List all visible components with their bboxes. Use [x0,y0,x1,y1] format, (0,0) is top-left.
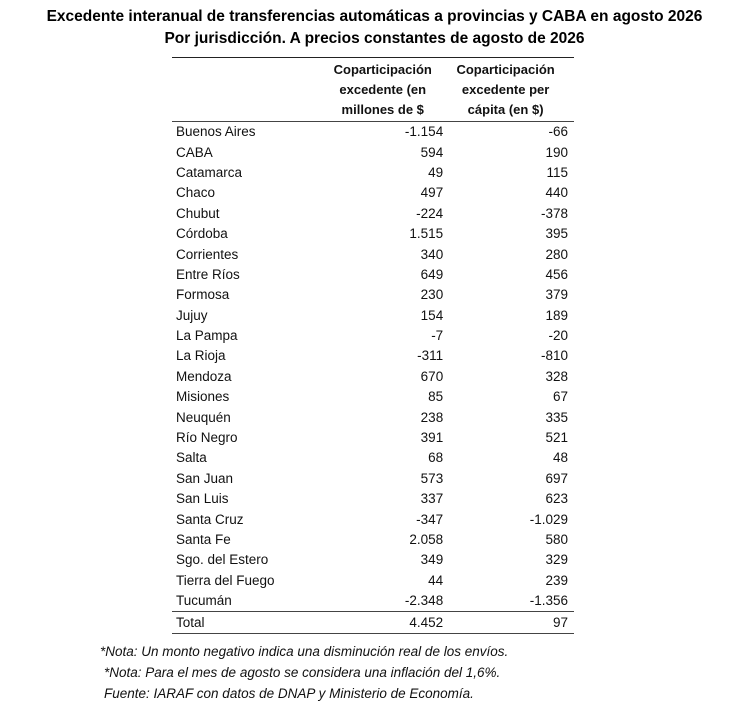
notes-block [100,641,508,704]
row-excedente-per-capita: -66 [548,124,568,140]
row-excedente-per-capita: 697 [545,470,568,486]
row-jurisdiction: Neuquén [176,409,231,425]
row-excedente-millones: 497 [420,185,444,201]
row-excedente-millones: 670 [420,368,444,384]
row-excedente-per-capita: 395 [545,226,568,242]
row-excedente-millones: 649 [420,266,444,282]
row-jurisdiction: Corrientes [176,246,239,262]
row-jurisdiction: Formosa [176,287,230,303]
note-inflation: *Nota: Para el mes de agosto se considera una inflación del 1,6%. [104,665,501,680]
row-excedente-per-capita: 456 [545,266,568,282]
table-row [172,448,574,468]
row-excedente-per-capita: -1.356 [443,591,574,612]
total-excedente-per-capita: 97 [443,612,574,633]
table-row [172,122,574,143]
note-negative: *Nota: Un monto negativo indica una disminución real de los envíos. [100,644,509,659]
source-note: Fuente: IARAF con datos de DNAP y Ministerio de Economía. [104,686,474,701]
row-excedente-millones: 337 [420,491,444,507]
row-excedente-per-capita: 67 [552,389,568,405]
row-jurisdiction: Jujuy [176,307,208,323]
row-excedente-millones: -2.348 [322,591,443,612]
row-excedente-per-capita: 239 [545,572,568,588]
row-excedente-millones: 154 [420,307,444,323]
row-excedente-per-capita: -1.029 [529,511,568,527]
row-excedente-millones: 340 [420,246,444,262]
table-row [172,367,574,387]
row-excedente-millones: 49 [428,164,444,180]
table-row [172,142,574,162]
row-excedente-millones: -7 [431,328,444,344]
row-excedente-per-capita: 623 [545,491,568,507]
table-row [172,183,574,203]
row-excedente-millones: 230 [420,287,444,303]
table-row [172,163,574,183]
row-jurisdiction: Buenos Aires [176,124,256,140]
table-row [172,407,574,427]
row-jurisdiction: Entre Ríos [176,266,240,282]
row-jurisdiction: Sgo. del Estero [176,552,269,568]
row-excedente-millones: 594 [420,144,444,160]
row-excedente-millones: 2.058 [409,532,444,547]
row-jurisdiction: San Juan [176,470,234,486]
table-row [172,204,574,224]
row-excedente-millones: 349 [420,552,444,568]
table-row [172,530,574,550]
table-row [172,571,574,591]
row-excedente-millones: 238 [420,409,444,425]
row-excedente-per-capita: 328 [545,368,568,384]
row-jurisdiction: San Luis [176,491,229,507]
header-b-line1: Coparticipación [456,62,555,77]
table-row [172,244,574,264]
table-row [172,509,574,529]
table-row [172,306,574,326]
row-excedente-per-capita: -20 [548,328,568,344]
row-excedente-per-capita: 521 [545,430,568,446]
total-label: Total [172,612,322,633]
table-subtitle: Por jurisdicción. A precios constantes de agosto de 2026 [164,30,585,47]
row-jurisdiction: Misiones [176,389,230,405]
table-body [172,122,574,634]
row-jurisdiction: Chubut [176,205,220,221]
row-excedente-per-capita: 329 [545,552,568,568]
row-jurisdiction: Salta [176,450,207,466]
row-excedente-millones: 68 [428,450,444,466]
header-coparticipacion-excedente [322,58,443,122]
table-row [172,265,574,285]
row-excedente-millones: -1.154 [404,124,444,140]
row-excedente-per-capita: 280 [545,246,568,262]
row-excedente-millones: -224 [416,205,444,221]
table-header-row [172,58,574,122]
table-row [172,428,574,448]
row-excedente-per-capita: -810 [540,348,568,364]
total-row [172,612,574,633]
row-jurisdiction: La Pampa [176,328,238,344]
data-table [172,57,574,634]
header-a-line3: millones de $ [341,102,424,117]
row-excedente-per-capita: 379 [545,287,568,303]
row-jurisdiction: Córdoba [176,226,228,242]
table-row [172,591,574,612]
row-excedente-millones: -311 [417,348,444,364]
row-jurisdiction: Catamarca [176,164,243,180]
header-a-line2: excedente (en [339,82,427,97]
row-jurisdiction: Tucumán [172,591,322,612]
row-excedente-millones: 1.515 [409,226,444,242]
row-excedente-millones: -347 [416,511,444,527]
row-excedente-per-capita: 580 [545,532,568,547]
table-row [172,387,574,407]
total-excedente-millones: 4.452 [322,612,443,633]
header-coparticipacion-per-capita [443,58,574,122]
row-jurisdiction: Santa Fe [176,532,231,547]
table-row [172,346,574,366]
table-row [172,285,574,305]
row-excedente-millones: 44 [428,572,444,588]
row-excedente-per-capita: 189 [545,307,568,323]
header-b-line3: cápita (en $) [467,102,544,117]
header-jurisdiction [172,58,322,122]
row-excedente-per-capita: 440 [545,185,568,201]
table-row [172,550,574,570]
row-jurisdiction: Chaco [176,185,216,201]
row-excedente-millones: 85 [428,389,444,405]
row-excedente-per-capita: -378 [540,205,568,221]
header-a-line1: Coparticipación [333,62,432,77]
row-jurisdiction: Tierra del Fuego [176,572,275,588]
row-jurisdiction: Río Negro [176,430,238,446]
row-jurisdiction: Santa Cruz [176,511,244,527]
row-excedente-per-capita: 48 [552,450,568,466]
row-excedente-per-capita: 335 [545,409,568,425]
table-row [172,326,574,346]
row-excedente-millones: 573 [420,470,444,486]
table-row [172,489,574,509]
row-jurisdiction: CABA [176,144,213,160]
row-jurisdiction: La Rioja [176,348,226,364]
row-excedente-millones: 391 [420,430,444,446]
header-b-line2: excedente per [461,82,550,97]
row-excedente-per-capita: 190 [545,144,568,160]
table-row [172,469,574,489]
row-excedente-per-capita: 115 [546,164,568,180]
table-title: Excedente interanual de transferencias automáticas a provincias y CABA en agosto 2026 [46,8,703,25]
table-row [172,224,574,244]
row-jurisdiction: Mendoza [176,368,232,384]
